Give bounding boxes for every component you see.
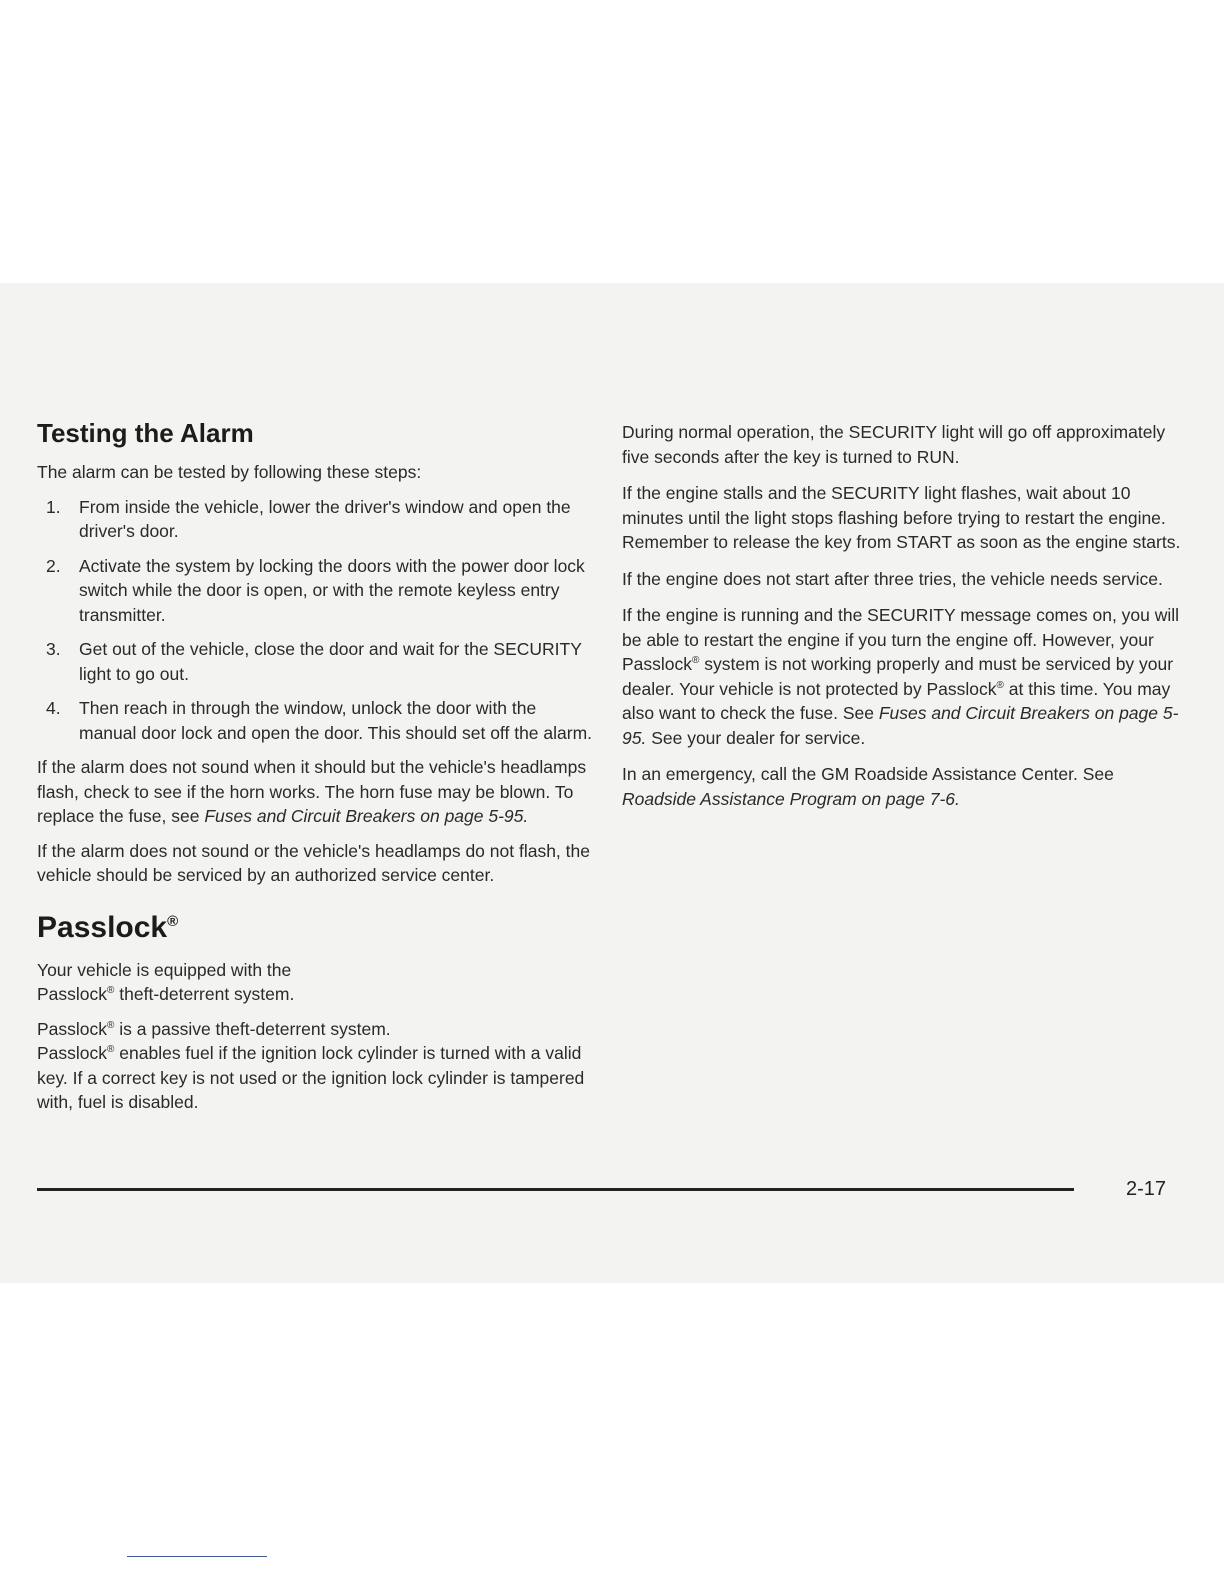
running-text: If the engine is running and the SECURITY message comes on, you will be able to restart the engine if you turn the engine off. However, your Passlock	[622, 605, 1180, 674]
running-text-3: at this time. You may also want to check the fuse. See	[622, 678, 1171, 723]
registered-mark: ®	[996, 679, 1004, 691]
engine-stalls-paragraph: If the engine stalls and the SECURITY light flashes, wait about 10 minutes until the light stops flashing before trying to restart the engine. Remember to release the key from START as soon as the engine starts.	[622, 483, 1181, 552]
step-text: Get out of the vehicle, close the door and wait for the SECURITY light to go out.	[79, 639, 582, 684]
roadside-reference: Roadside Assistance Program on page 7-6.	[622, 788, 960, 809]
step-number: 1.	[46, 496, 61, 517]
footer-rule	[37, 1188, 1074, 1191]
fuses-reference: Fuses and Circuit Breakers on page 5-95.	[622, 703, 1179, 748]
horn-text: If the alarm does not sound when it should but the vehicle's headlamps flash, check to see if the horn works. The horn fuse may be blown. To replace the fuse, see	[37, 757, 587, 826]
passlock-word: Passlock	[37, 1043, 108, 1063]
list-item	[37, 554, 592, 628]
running-text-2: system is not working properly and must be serviced by your dealer. Your vehicle is not protected by Passlock	[622, 654, 1174, 699]
passive-text-end: enables fuel if the ignition lock cylinder is turned with a valid key. If a correct key is not used or the ignition lock cylinder is tampered with, fuel is disabled.	[37, 1043, 585, 1112]
normal-operation-paragraph: During normal operation, the SECURITY light will go off approximately five seconds after the key is turned to RUN.	[622, 422, 1166, 467]
left-column	[37, 416, 592, 1125]
not-start-paragraph: If the engine does not start after three tries, the vehicle needs service.	[622, 568, 1163, 589]
passlock-word: Passlock	[37, 984, 108, 1004]
running-text-4: See your dealer for service.	[646, 727, 866, 748]
step-text: From inside the vehicle, lower the driver's window and open the driver's door.	[79, 496, 571, 541]
registered-mark: ®	[107, 1019, 115, 1031]
list-item	[37, 495, 592, 544]
passlock-equipped-paragraph	[37, 958, 592, 1007]
registered-mark: ®	[107, 1044, 115, 1056]
step-text: Activate the system by locking the doors with the power door lock switch while the door is open, or with the remote keyless entry transmitter.	[79, 555, 585, 625]
step-number: 2.	[46, 555, 61, 576]
service-paragraph: If the alarm does not sound or the vehicle's headlamps do not flash, the vehicle should be serviced by an authorized service center.	[37, 840, 590, 885]
equipped-text: Your vehicle is equipped with the	[37, 959, 292, 980]
bottom-blue-line	[127, 1556, 267, 1557]
list-item	[37, 696, 592, 745]
emergency-text: In an emergency, call the GM Roadside Assistance Center. See	[622, 764, 1114, 784]
registered-mark: ®	[107, 985, 115, 997]
page-number: 2-17	[1126, 1178, 1167, 1200]
step-number: 4.	[46, 698, 61, 718]
step-text: Then reach in through the window, unlock the door with the manual door lock and open the door. This should set off the alarm.	[79, 698, 593, 743]
equipped-text-end: theft-deterrent system.	[114, 984, 295, 1004]
security-message-paragraph	[622, 603, 1182, 750]
testing-steps-list	[37, 495, 592, 746]
right-column	[622, 420, 1182, 823]
fuses-reference: Fuses and Circuit Breakers on page 5-95.	[204, 806, 529, 826]
passive-text: is a passive theft-deterrent system.	[114, 1018, 391, 1039]
list-item	[37, 637, 592, 686]
passlock-heading-text: Passlock	[37, 910, 168, 944]
testing-alarm-heading: Testing the Alarm	[37, 418, 254, 448]
passlock-passive-paragraph	[37, 1017, 592, 1115]
horn-paragraph	[37, 755, 592, 829]
testing-intro: The alarm can be tested by following these steps:	[37, 462, 422, 482]
step-number: 3.	[46, 639, 61, 659]
registered-mark: ®	[167, 912, 179, 930]
emergency-paragraph	[622, 762, 1182, 811]
registered-mark: ®	[692, 655, 700, 667]
passlock-heading	[37, 908, 592, 948]
passlock-word: Passlock	[37, 1018, 108, 1039]
